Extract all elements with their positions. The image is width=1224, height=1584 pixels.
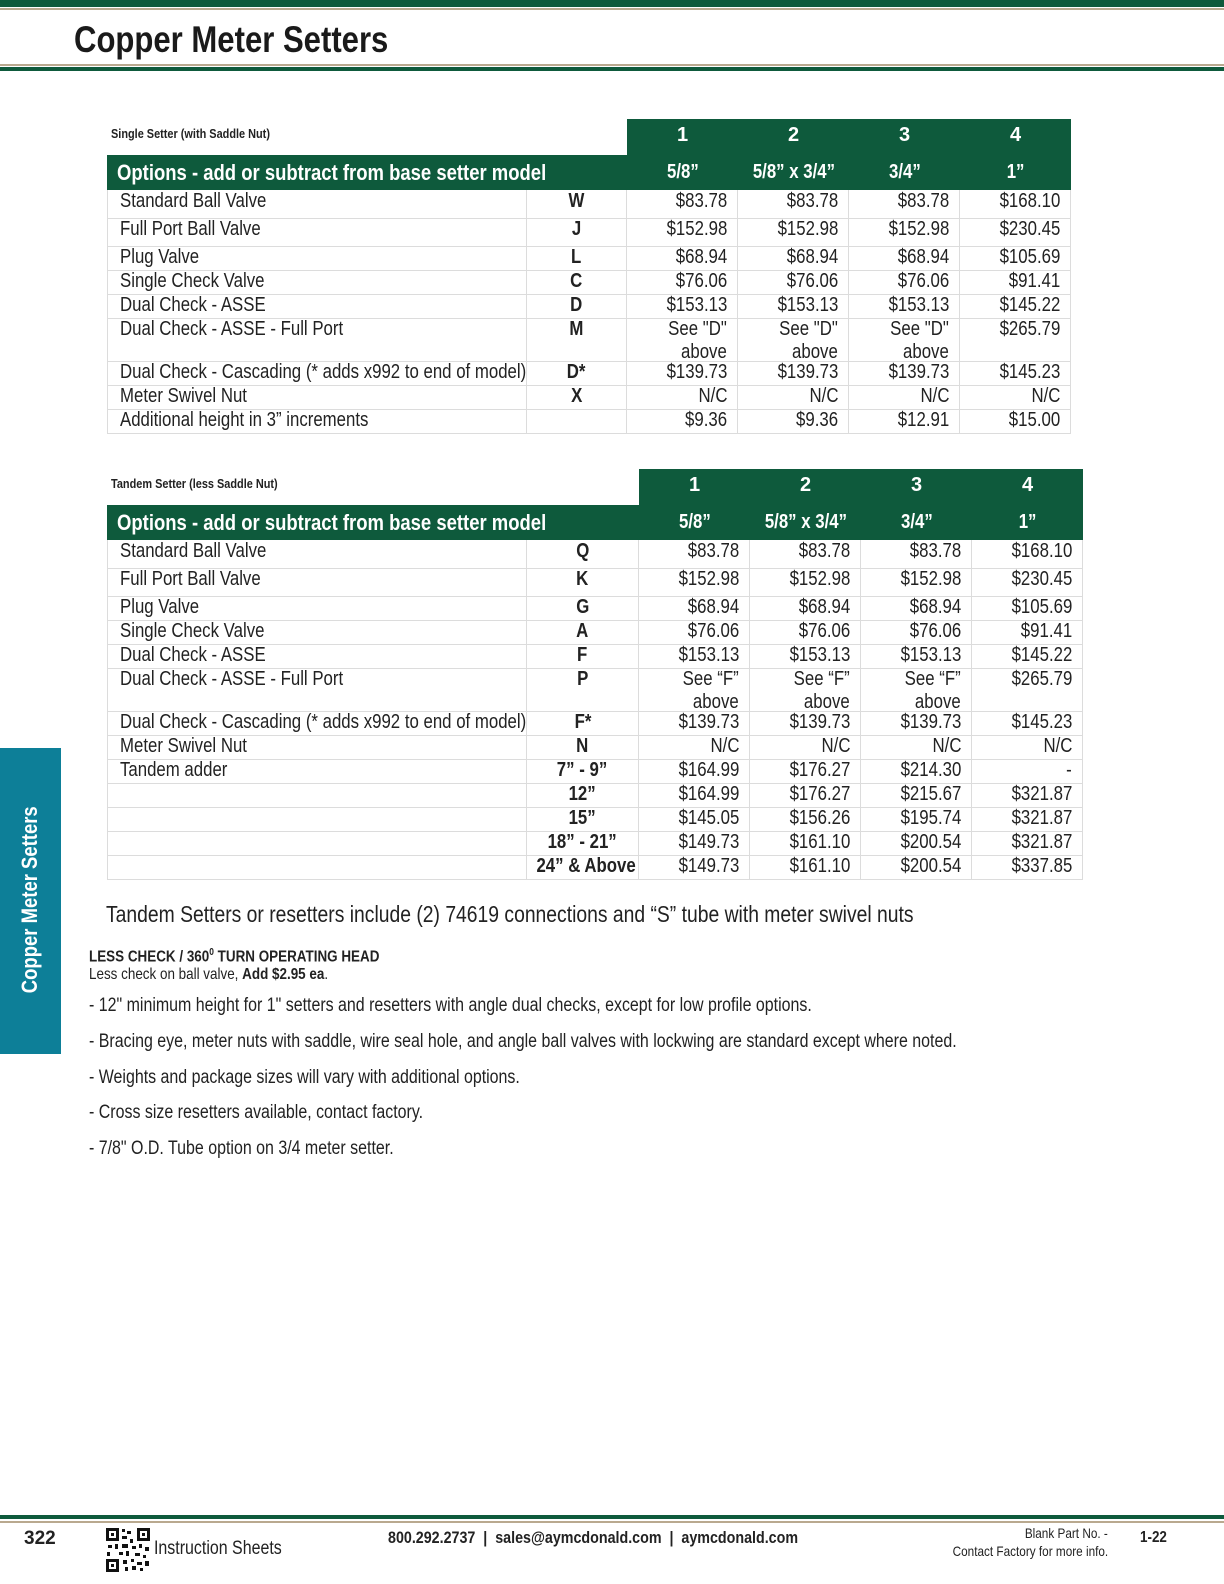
row-code: W (527, 190, 627, 218)
column-number: 1 (676, 124, 689, 146)
table-row (107, 246, 1071, 271)
row-label: Dual Check - ASSE (107, 294, 527, 318)
price-cell: $152.98 (849, 218, 960, 246)
note-bullet: - Weights and package sizes will vary with additional options. (89, 1067, 520, 1088)
table-row (107, 568, 1083, 597)
page-number: 322 (24, 1528, 56, 1549)
price-cell: $76.06 (738, 270, 849, 294)
size-header: 5/8” (666, 161, 699, 183)
table-row (107, 620, 1083, 645)
row-code: 12” (527, 783, 639, 807)
column-number: 2 (787, 124, 800, 146)
row-code: F (527, 644, 639, 668)
price-cell: $139.73 (639, 711, 750, 735)
price-cell: $156.26 (750, 807, 861, 831)
single-setter-caption: Single Setter (with Saddle Nut) (111, 126, 270, 141)
price-cell: $265.79 (972, 668, 1083, 711)
row-label (107, 855, 527, 879)
row-label: Dual Check - ASSE - Full Port (107, 318, 527, 361)
price-cell: See “F” above (861, 668, 972, 711)
size-header: 1” (1006, 161, 1025, 183)
price-cell: $139.73 (849, 361, 960, 385)
size-header: 5/8” x 3/4” (752, 161, 835, 183)
price-cell: $200.54 (861, 855, 972, 879)
price-cell: $161.10 (750, 831, 861, 855)
note-bullet: - Cross size resetters available, contact factory. (89, 1102, 424, 1123)
table-row (107, 783, 1083, 808)
row-label (107, 783, 527, 807)
qr-code-icon[interactable] (105, 1527, 151, 1573)
table-row (107, 318, 1071, 362)
row-code: 15” (527, 807, 639, 831)
page-title: Copper Meter Setters (74, 19, 389, 60)
less-check-title: LESS CHECK / $360^0$ TURN OPERATING HEAD (89, 947, 380, 966)
row-label: Standard Ball Valve (107, 190, 527, 218)
price-cell: $139.73 (738, 361, 849, 385)
side-tab-label: Copper Meter Setters (17, 806, 42, 994)
row-label: Full Port Ball Valve (107, 568, 527, 596)
price-cell: $105.69 (960, 246, 1071, 270)
price-cell: $337.85 (972, 855, 1083, 879)
price-cell: $68.94 (849, 246, 960, 270)
blank-part-note: Blank Part No. - Contact Factory for more info. (952, 1525, 1108, 1559)
table-row (107, 294, 1071, 319)
options-header-bar (107, 505, 1083, 540)
row-label: Dual Check - ASSE (107, 644, 527, 668)
price-cell: N/C (738, 385, 849, 409)
top-rule-tan (0, 8, 1224, 10)
column-number: 3 (898, 124, 911, 146)
options-title: Options - add or subtract from base setter model (117, 510, 547, 535)
price-cell: See “F” above (639, 668, 750, 711)
price-cell: $76.06 (627, 270, 738, 294)
price-cell: $195.74 (861, 807, 972, 831)
price-cell: $83.78 (738, 190, 849, 218)
price-cell: $9.36 (627, 409, 738, 433)
row-code: J (527, 218, 627, 246)
note-bullet: - 7/8" O.D. Tube option on 3/4 meter setter. (89, 1138, 394, 1159)
column-number: 4 (1021, 474, 1034, 496)
row-code: L (527, 246, 627, 270)
price-cell: $68.94 (738, 246, 849, 270)
price-cell: $145.23 (960, 361, 1071, 385)
price-cell: $12.91 (849, 409, 960, 433)
price-cell: $68.94 (639, 596, 750, 620)
price-cell: $15.00 (960, 409, 1071, 433)
price-cell: N/C (750, 735, 861, 759)
table-row (107, 540, 1083, 569)
size-header: 5/8” x 3/4” (764, 511, 847, 533)
price-cell: See “F” above (750, 668, 861, 711)
row-code: D (527, 294, 627, 318)
table-row (107, 385, 1071, 410)
row-code: 18” - 21” (527, 831, 639, 855)
row-label: Dual Check - Cascading (* adds x992 to end of model) (107, 361, 527, 385)
row-code: C (527, 270, 627, 294)
price-cell: See "D" above (738, 318, 849, 361)
price-cell: $230.45 (972, 568, 1083, 596)
price-cell: $153.13 (627, 294, 738, 318)
table-row (107, 190, 1071, 219)
price-cell: $164.99 (639, 783, 750, 807)
price-cell: $149.73 (639, 855, 750, 879)
single-setter-table (107, 119, 1071, 439)
price-cell: $200.54 (861, 831, 972, 855)
row-label: Additional height in 3” increments (107, 409, 527, 433)
price-cell: $176.27 (750, 759, 861, 783)
price-cell: $152.98 (738, 218, 849, 246)
price-cell: See "D" above (627, 318, 738, 361)
price-cell: $321.87 (972, 807, 1083, 831)
price-cell: $153.13 (861, 644, 972, 668)
size-header: 1” (1018, 511, 1037, 533)
row-code: N (527, 735, 639, 759)
row-label: Full Port Ball Valve (107, 218, 527, 246)
price-cell: $83.78 (639, 540, 750, 568)
table-row (107, 735, 1083, 760)
price-cell: $153.13 (849, 294, 960, 318)
price-cell: $139.73 (861, 711, 972, 735)
price-cell: $168.10 (960, 190, 1071, 218)
size-header: 3/4” (888, 161, 921, 183)
price-cell: $68.94 (861, 596, 972, 620)
column-number: 3 (910, 474, 923, 496)
row-label: Plug Valve (107, 596, 527, 620)
size-header: 5/8” (678, 511, 711, 533)
row-code: F* (527, 711, 639, 735)
table-row (107, 759, 1083, 784)
price-cell: $105.69 (972, 596, 1083, 620)
tandem-note: Tandem Setters or resetters include (2) 74619 connections and “S” tube with meter swivel nuts (106, 901, 914, 927)
column-number: 4 (1009, 124, 1022, 146)
price-cell: $152.98 (639, 568, 750, 596)
column-number: 1 (688, 474, 701, 496)
price-cell: N/C (639, 735, 750, 759)
price-cell: $76.06 (861, 620, 972, 644)
row-code: K (527, 568, 639, 596)
price-cell: - (972, 759, 1083, 783)
row-code: X (527, 385, 627, 409)
footer-rule-tan (0, 1521, 1224, 1523)
price-cell: $153.13 (738, 294, 849, 318)
table-row (107, 409, 1071, 434)
table-row (107, 855, 1083, 880)
row-label: Tandem adder (107, 759, 527, 783)
options-header-bar (107, 155, 1071, 190)
price-cell: $145.22 (972, 644, 1083, 668)
price-cell: $321.87 (972, 831, 1083, 855)
table-row (107, 644, 1083, 669)
price-cell: $145.05 (639, 807, 750, 831)
price-cell: $145.22 (960, 294, 1071, 318)
price-cell: $168.10 (972, 540, 1083, 568)
top-rule-green (0, 0, 1224, 7)
row-code: M (527, 318, 627, 361)
price-cell: $164.99 (639, 759, 750, 783)
row-label: Dual Check - ASSE - Full Port (107, 668, 527, 711)
price-cell: $76.06 (750, 620, 861, 644)
tandem-setter-table (107, 469, 1083, 881)
table-row (107, 596, 1083, 621)
price-cell: $145.23 (972, 711, 1083, 735)
row-label (107, 807, 527, 831)
price-cell: $153.13 (639, 644, 750, 668)
row-label: Standard Ball Valve (107, 540, 527, 568)
size-header: 3/4” (900, 511, 933, 533)
row-label: Dual Check - Cascading (* adds x992 to end of model) (107, 711, 527, 735)
table-row (107, 807, 1083, 832)
price-cell: $152.98 (750, 568, 861, 596)
price-cell: $91.41 (960, 270, 1071, 294)
row-code (527, 409, 627, 433)
price-cell: See "D" above (849, 318, 960, 361)
price-cell: $83.78 (861, 540, 972, 568)
price-cell: $230.45 (960, 218, 1071, 246)
note-bullet: - 12" minimum height for 1" setters and resetters with angle dual checks, except for low profile options. (89, 995, 812, 1016)
table-row (107, 668, 1083, 712)
price-cell: $83.78 (627, 190, 738, 218)
row-label: Single Check Valve (107, 620, 527, 644)
row-label: Plug Valve (107, 246, 527, 270)
header-rule-tan (0, 64, 1224, 66)
price-cell: $9.36 (738, 409, 849, 433)
price-cell: $176.27 (750, 783, 861, 807)
column-number-bar (627, 119, 1071, 155)
table-row (107, 711, 1083, 736)
contact-info: 800.292.2737 | sales@aymcdonald.com | aymcdonald.com (388, 1528, 799, 1547)
row-label: Meter Swivel Nut (107, 735, 527, 759)
price-cell: $152.98 (861, 568, 972, 596)
price-cell: N/C (972, 735, 1083, 759)
price-cell: $91.41 (972, 620, 1083, 644)
row-code: P (527, 668, 639, 711)
row-code: Q (527, 540, 639, 568)
header-rule-green (0, 67, 1224, 71)
table-row (107, 361, 1071, 386)
price-cell: $149.73 (639, 831, 750, 855)
price-cell: $215.67 (861, 783, 972, 807)
price-cell: $265.79 (960, 318, 1071, 361)
instruction-sheets-link[interactable]: Instruction Sheets (154, 1538, 282, 1559)
row-code: A (527, 620, 639, 644)
price-cell: $153.13 (750, 644, 861, 668)
price-cell: $161.10 (750, 855, 861, 879)
column-number-bar (639, 469, 1083, 505)
row-label (107, 831, 527, 855)
row-code: 24” & Above (527, 855, 639, 879)
price-cell: $76.06 (849, 270, 960, 294)
price-cell: $68.94 (627, 246, 738, 270)
price-cell: $321.87 (972, 783, 1083, 807)
table-row (107, 218, 1071, 247)
price-cell: N/C (861, 735, 972, 759)
page-code: 1-22 (1140, 1529, 1167, 1546)
price-cell: $152.98 (627, 218, 738, 246)
price-cell: $76.06 (639, 620, 750, 644)
price-cell: $214.30 (861, 759, 972, 783)
row-label: Single Check Valve (107, 270, 527, 294)
price-cell: N/C (849, 385, 960, 409)
row-code: 7” - 9” (527, 759, 639, 783)
column-number: 2 (799, 474, 812, 496)
price-cell: $139.73 (627, 361, 738, 385)
note-bullet: - Bracing eye, meter nuts with saddle, wire seal hole, and angle ball valves with lockwing are standard except where noted. (89, 1031, 957, 1052)
price-cell: $139.73 (750, 711, 861, 735)
footer-rule-green (0, 1515, 1224, 1519)
less-check-text: Less check on ball valve, Add $2.95 ea. (89, 966, 329, 983)
price-cell: N/C (960, 385, 1071, 409)
row-label: Meter Swivel Nut (107, 385, 527, 409)
tandem-setter-caption: Tandem Setter (less Saddle Nut) (111, 476, 278, 491)
table-row (107, 831, 1083, 856)
price-cell: $83.78 (750, 540, 861, 568)
price-cell: N/C (627, 385, 738, 409)
price-cell: $68.94 (750, 596, 861, 620)
row-code: G (527, 596, 639, 620)
options-title: Options - add or subtract from base setter model (117, 160, 547, 185)
table-row (107, 270, 1071, 295)
price-cell: $83.78 (849, 190, 960, 218)
row-code: D* (527, 361, 627, 385)
